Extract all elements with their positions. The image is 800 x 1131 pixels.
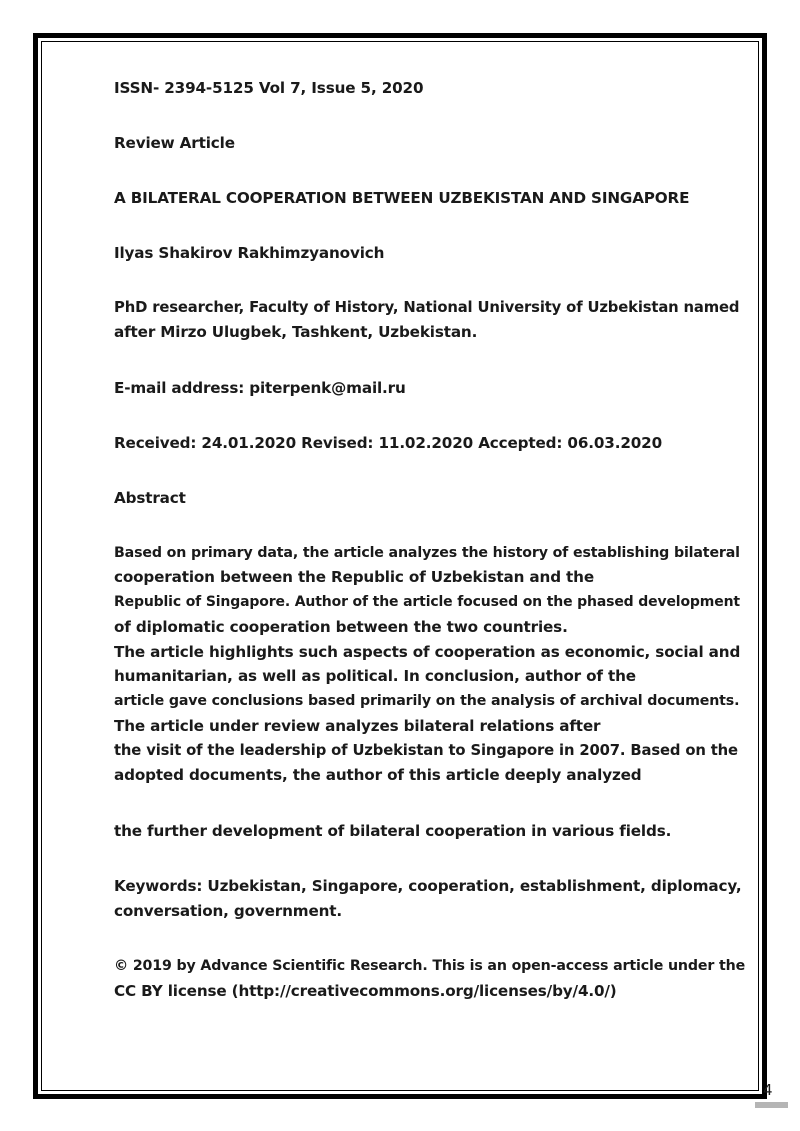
email-address: E-mail address: piterpenk@mail.ru <box>114 379 406 397</box>
page-number-bar <box>755 1102 788 1108</box>
author-name: Ilyas Shakirov Rakhimzyanovich <box>114 244 385 262</box>
abstract-line: The article highlights such aspects of cooperation as economic, social and <box>114 643 741 661</box>
abstract-final-line: the further development of bilateral cooperation in various fields. <box>114 822 672 840</box>
keywords-line: Keywords: Uzbekistan, Singapore, cooperation, establishment, diplomacy, <box>114 877 742 895</box>
license-line: CC BY license (http://creativecommons.org/licenses/by/4.0/) <box>114 982 617 1000</box>
article-type: Review Article <box>114 134 235 152</box>
submission-dates: Received: 24.01.2020 Revised: 11.02.2020 Accepted: 06.03.2020 <box>114 434 662 452</box>
abstract-line: of diplomatic cooperation between the two countries. <box>114 618 568 636</box>
abstract-line: The article under review analyzes bilateral relations after <box>114 717 601 735</box>
abstract-heading: Abstract <box>114 489 186 507</box>
abstract-line: the visit of the leadership of Uzbekistan to Singapore in 2007. Based on the <box>114 742 738 759</box>
abstract-line: Republic of Singapore. Author of the article focused on the phased development <box>114 594 740 610</box>
abstract-line: cooperation between the Republic of Uzbekistan and the <box>114 568 594 586</box>
affiliation-line: PhD researcher, Faculty of History, National University of Uzbekistan named <box>114 299 740 316</box>
abstract-line: Based on primary data, the article analyzes the history of establishing bilateral <box>114 545 740 561</box>
license-line: © 2019 by Advance Scientific Research. This is an open-access article under the <box>114 958 746 974</box>
abstract-line: adopted documents, the author of this article deeply analyzed <box>114 766 642 784</box>
abstract-line: article gave conclusions based primarily on the analysis of archival documents. <box>114 693 740 709</box>
affiliation-line: after Mirzo Ulugbek, Tashkent, Uzbekistan. <box>114 323 478 341</box>
article-title: A BILATERAL COOPERATION BETWEEN UZBEKISTAN AND SINGAPORE <box>114 189 690 207</box>
journal-info: ISSN- 2394-5125 Vol 7, Issue 5, 2020 <box>114 79 424 97</box>
page-number: 4 <box>763 1081 773 1099</box>
keywords-line: conversation, government. <box>114 902 343 920</box>
abstract-line: humanitarian, as well as political. In conclusion, author of the <box>114 667 636 685</box>
